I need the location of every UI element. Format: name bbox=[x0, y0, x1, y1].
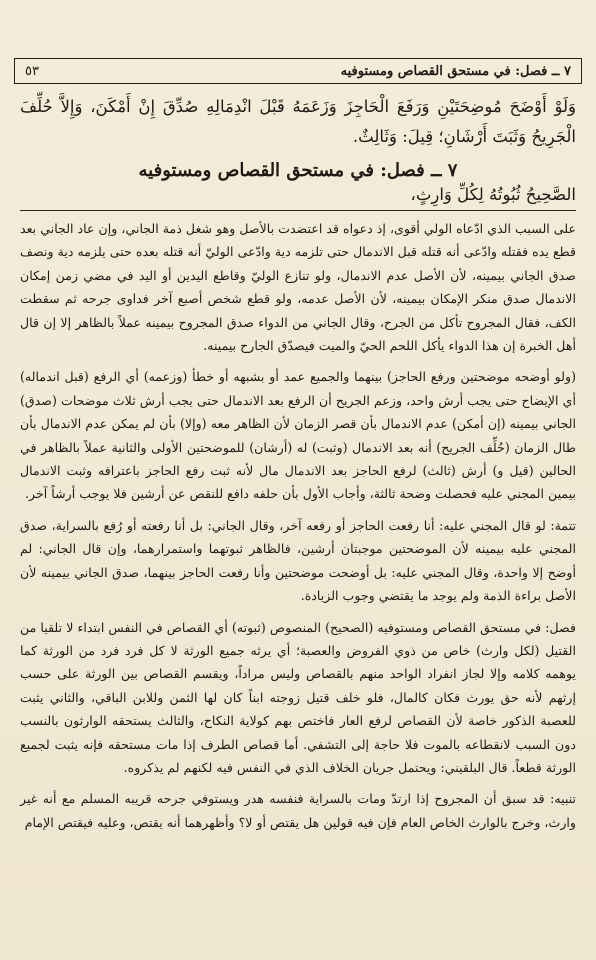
commentary-paragraph: فصل: في مستحق القصاص ومستوفيه (الصحيح) المنصوص (ثبوته) أي القصاص في النفس ابتداء لا تلقيا من القتيل (لكل وارث) خاص من ذوي الفروض والعصبة؛ أي يرثه جميع الورثة لا كل فرد فرد من الورثة كما يوهمه كلامه وإلا لجاز انفراد الواحد منهم بالقصاص وليس مراداً، ويقسم القصاص بين الورثة على حسب إرثهم لأنه حق يورث فكان كالمال، فلو خلف قتيل زوجته ابناً كان لها الثمن وللابن الباقي، والثاني يثبت للعصبة الذكور خاصة لأن القصاص لرفع العار فاختص بهم كولاية النكاح، والثالث يستحقه الوارثون بالنسب دون السبب لانقطاعه بالموت فلا حاجة إلى التشفي. أما قصاص الطرف إذا مات مستحقه فإنه يثبت لجميع الورثة قطعاً. قال البلقيني: ويحتمل جريان الخلاف الذي في النفس فيه لكنهم لم يذكروه. bbox=[20, 619, 576, 775]
section-matn: الصَّحِيحُ ثُبُوتُهُ لِكُلِّ وَارِثٍ، bbox=[410, 185, 576, 204]
commentary-paragraph: تتمة: لو قال المجني عليه: أنا رفعت الحاجز أو رفعه آخر، وقال الجاني: بل أنا رفعته أو رُفع بالسراية، صدق المجني عليه بيمينه لأن الموضحتين موجبتان أرشين، فالظاهر ثبوتهما واستمرارهما، وإن قال الجاني: لم أوضح إلا واحدة، وقال المجني عليه: بل أوضحت موضحتين وأنا رفعت الحاجز بينهما، صدق الجاني بيمينه لأن الأصل براءة الذمة ولم يوجد ما يقتضي وجوب الزيادة. bbox=[20, 517, 576, 604]
page-number: ٥٣ bbox=[25, 63, 39, 79]
matn-commentary-divider bbox=[20, 210, 576, 211]
page-content bbox=[20, 92, 576, 842]
running-header bbox=[14, 58, 582, 84]
header-title: ٧ ــ فصل: في مستحق القصاص ومستوفيه bbox=[340, 63, 571, 79]
commentary-paragraph: (ولو أوضحه موضحتين ورفع الحاجز) بينهما والجميع عمد أو بشبهه أو خطأ (وزعمه) أي الرفع (قبل اندماله) أي الإيضاح حتى يجب أرش واحد، وزعم الجريح أن الرفع بعد الاندمال حتى يجب أرش ثلاث موضحات (صدق) الجاني بيمينه (إن أمكن) عدم الاندمال بأن قصر الزمان لأن الظاهر معه (وإلا) بأن لم يمكن عدم الاندمال بأن طال الزمان (حُلِّف الجريح) أنه بعد الاندمال (وثبت) له (أرشان) للموضحتين الأولى والثانية عملاً بالظاهر في الحالين (قيل و) أرش (ثالث) لرفع الحاجز بعد الاندمال مال لأنه ثبت رفع الحاجز باعترافه وثبت الاندمال بيمين المجني عليه فحصلت وضحة ثالثة، وأجاب الأول بأن حلفه دافع للنقص عن أرشين فلا يوجب أرشاً آخر. bbox=[20, 369, 576, 502]
section-heading: ٧ ــ فصل: في مستحق القصاص ومستوفيه bbox=[138, 160, 458, 181]
commentary-paragraph: تنبيه: قد سبق أن المجروح إذا ارتدّ ومات بالسراية فنفسه هدر ويستوفي جرحه قريبه المسلم مع أنه غير وارث، وخرج بالوارث الخاص العام فإن فيه قولين هل يقتص أو لا؟ وأظهرهما أنه يقتص، وعليه فيقتص الإمام bbox=[20, 791, 576, 830]
matn-text-top: وَلَوْ أَوْضَحَ مُوضِحَتَيْنِ وَرَفَعَ الْحَاجِزَ وَزَعَمَهُ قَبْلَ انْدِمَالِهِ صُدِّقَ إِنْ أَمْكَنَ، وَإِلاَّ حُلِّفَ الْجَرِيحُ وَثَبَتَ أَرْشَانِ؛ قِيلَ: وَثَالِثٌ. bbox=[20, 97, 576, 146]
commentary-paragraph: على السبب الذي ادّعاه الولي أقوى، إذ دعواه قد اعتضدت بالأصل وهو شغل ذمة الجاني، وإن عاد الجاني بعد قطع يده فقتله وادّعى أنه قتله قبل الاندمال حتى تلزمه دية وادّعى الوليّ أنه قتله بعده حتى يلزمه دية ونصف صدق الجاني بيمينه، لأن الأصل عدم الاندمال، ولو تنازع الوليّ وقاطع اليدين أو اليد في مضي زمن إمكان الاندمال صدق منكر الإمكان بيمينه، لأن الأصل عدمه، ولو قطع شخص أصبع آخر فداوى جرحه ثم سقطت الكف، فقال المجروح تأكل من الجرح، وقال الجاني من الدواء صدق المجروح بيمينه عملاً بالظاهر إلا إن قال أهل الخبرة إن هذا الدواء يأكل اللحم الحيّ والميت فيصدّق الجارح بيمينه. bbox=[20, 221, 576, 354]
